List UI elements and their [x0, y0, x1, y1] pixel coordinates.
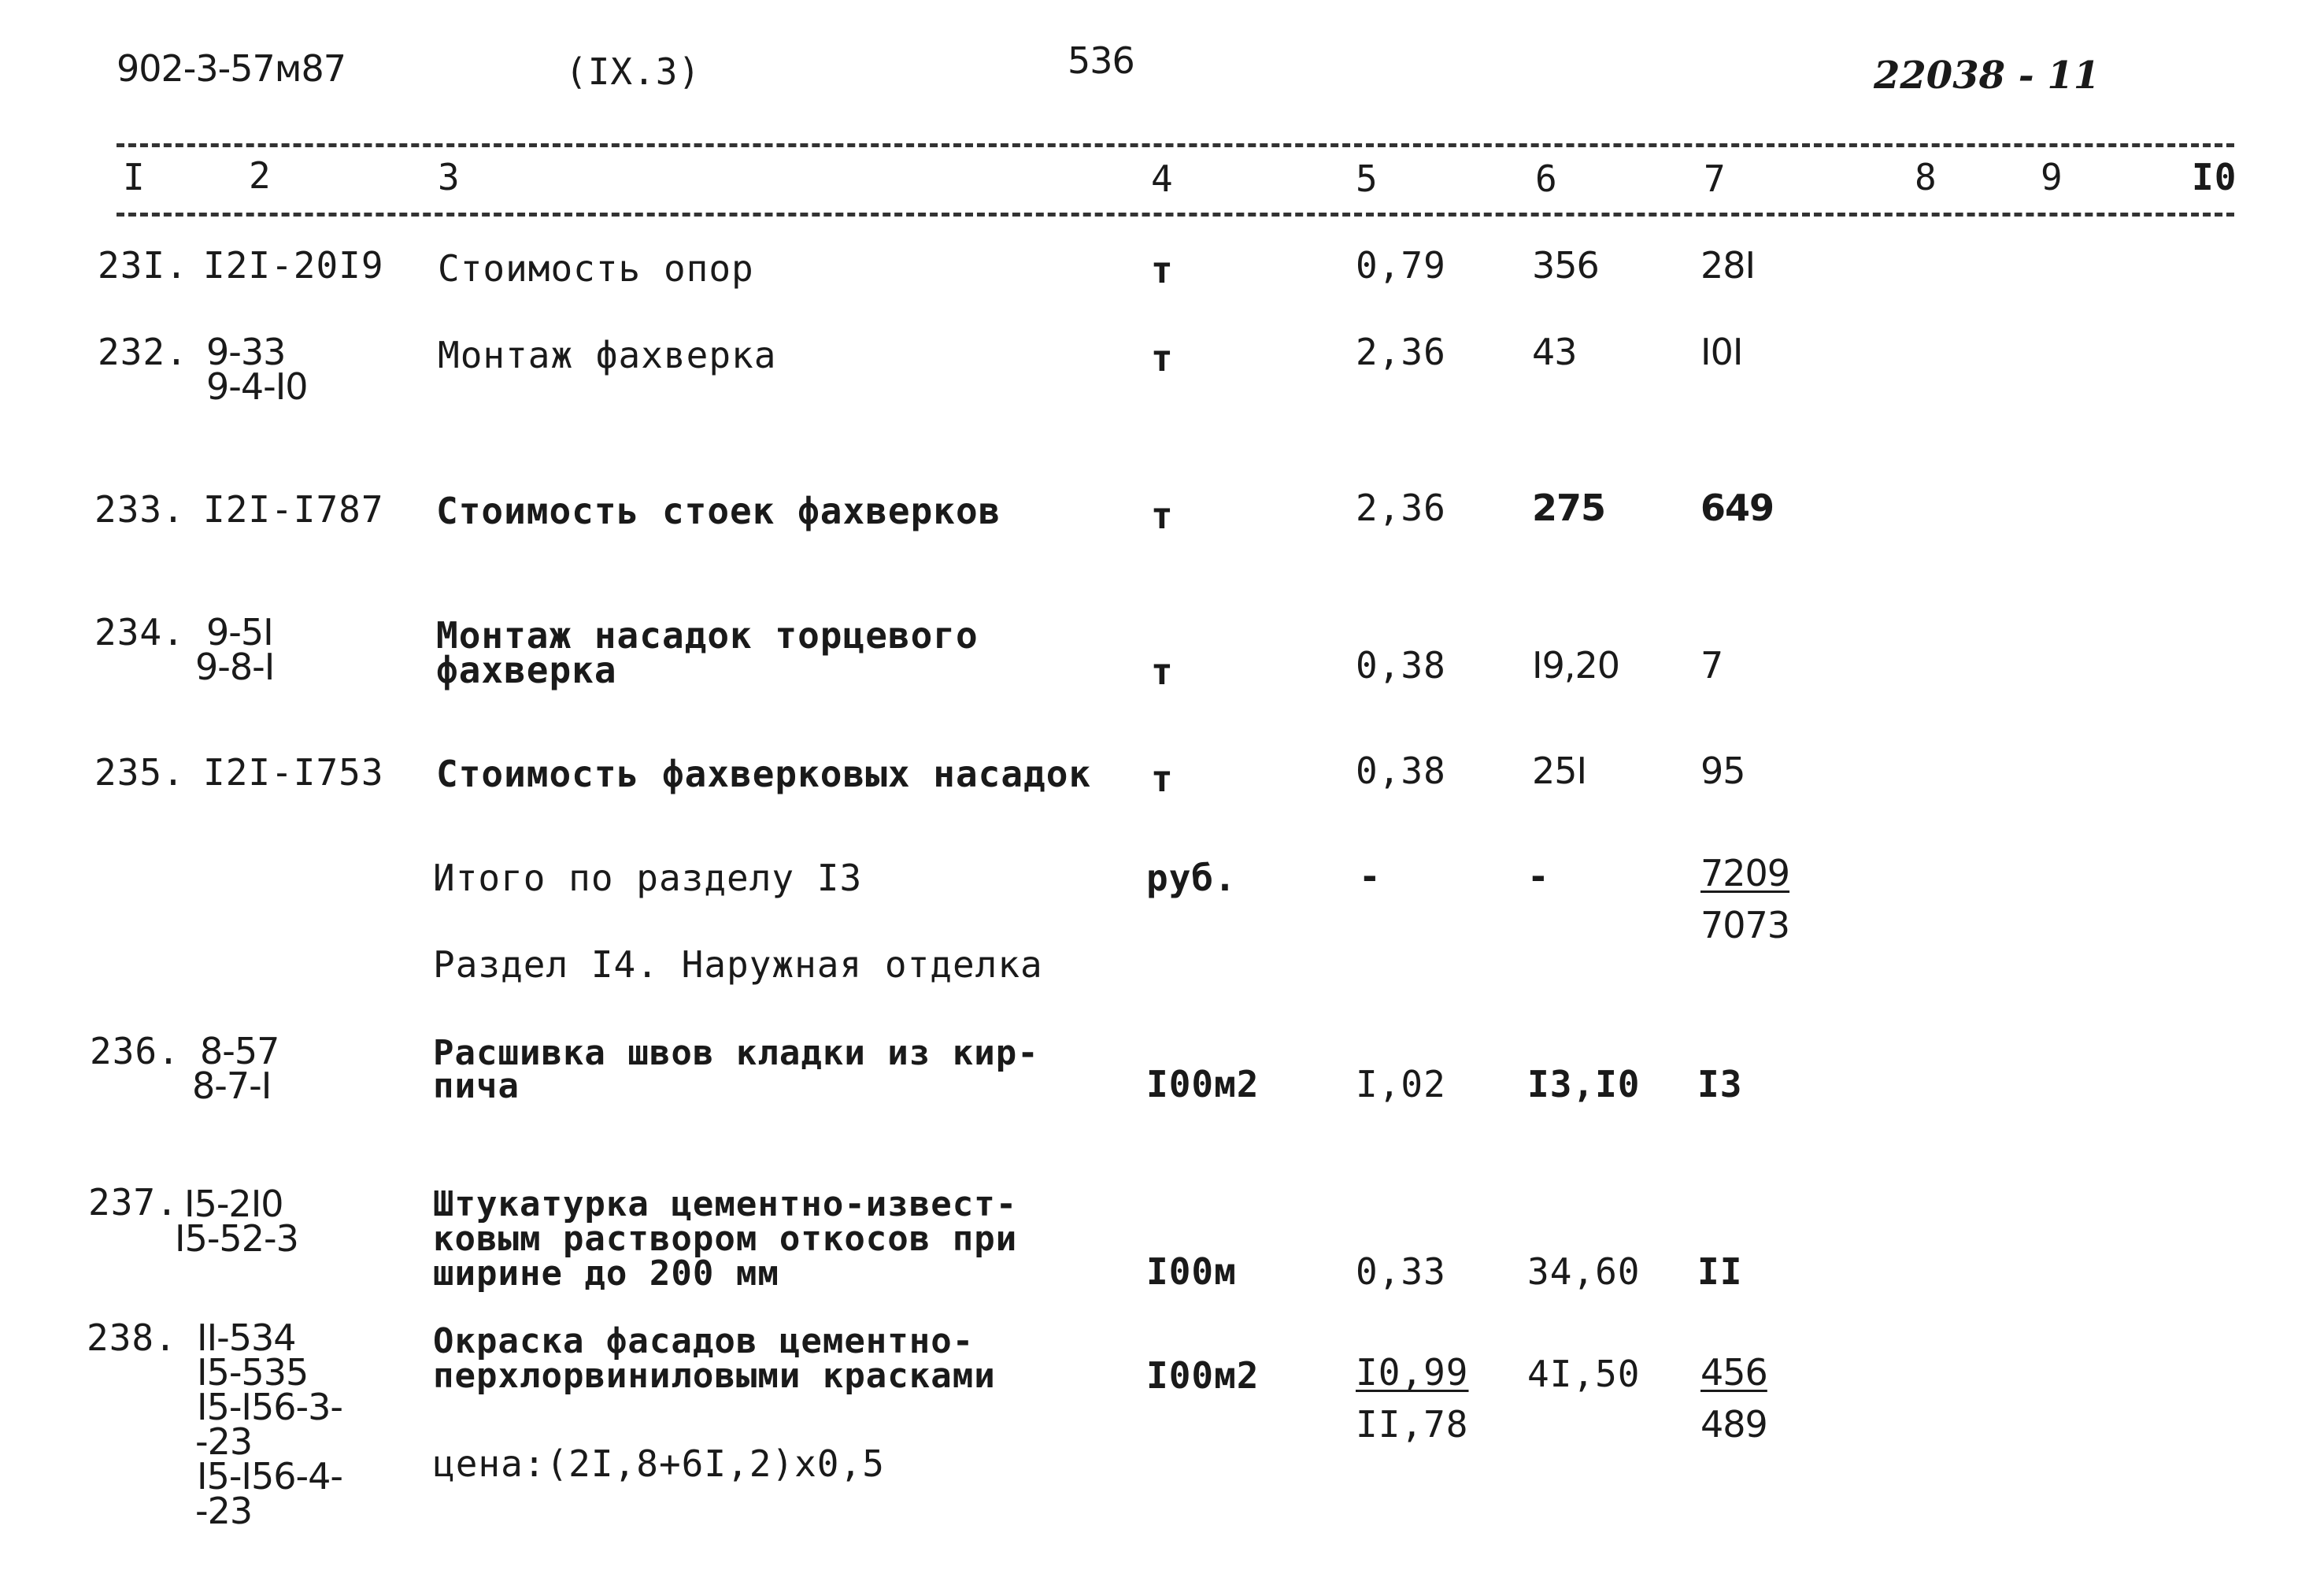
column-header-9: 9 — [2041, 156, 2063, 198]
row-code: I5-535 — [197, 1351, 309, 1394]
row-code: I2I-I787 — [203, 488, 384, 531]
row-code: 8-7-I — [192, 1064, 272, 1107]
row-description: фахверка — [436, 649, 617, 691]
row-total: II — [1697, 1250, 1743, 1293]
column-header-7: 7 — [1704, 157, 1726, 200]
row-number: 236. — [90, 1030, 180, 1072]
row-code: I2I-20I9 — [203, 244, 384, 287]
row-description: ширине до 200 мм — [433, 1253, 779, 1294]
row-unit: т — [1151, 757, 1174, 800]
row-quantity: 2,36 — [1356, 487, 1446, 529]
row-price: 25I — [1532, 750, 1587, 792]
row-code: I5-I56-4- — [197, 1455, 342, 1498]
section-total-price: - — [1527, 855, 1550, 898]
row-description: Монтаж насадок торцевого — [436, 614, 979, 657]
row-description: Стоимость опор — [438, 247, 754, 290]
row-unit: т — [1151, 650, 1174, 693]
section-total-amount-alt: 7073 — [1700, 904, 1790, 946]
row-unit: т — [1151, 494, 1174, 537]
row-unit: I00м2 — [1146, 1063, 1260, 1105]
row-code: II-534 — [197, 1316, 296, 1359]
row-description: Окраска фасадов цементно- — [433, 1321, 975, 1361]
row-quantity-alt: II,78 — [1356, 1403, 1469, 1446]
row-code: 9-33 — [206, 331, 286, 373]
row-code: I5-2I0 — [184, 1183, 283, 1225]
row-number: 238. — [87, 1316, 177, 1359]
row-quantity: I,02 — [1356, 1063, 1446, 1105]
price-formula-note: цена:(2I,8+6I,2)х0,5 — [433, 1442, 885, 1485]
document-code: 902-3-57м87 — [117, 47, 346, 90]
section-total-quantity: - — [1359, 855, 1382, 898]
row-code: -23 — [195, 1420, 253, 1463]
row-price: 43 — [1532, 331, 1577, 373]
row-total: 649 — [1700, 487, 1774, 529]
row-quantity: 2,36 — [1356, 331, 1446, 373]
row-quantity: I0,99 — [1356, 1351, 1469, 1394]
row-price: 356 — [1532, 244, 1599, 287]
row-code: 9-8-I — [195, 646, 275, 688]
row-description: Стоимость фахверковых насадок — [436, 753, 1092, 795]
column-header-5: 5 — [1356, 157, 1378, 200]
row-unit: т — [1151, 249, 1174, 291]
header-bottom-divider — [117, 213, 2234, 217]
row-code: 8-57 — [200, 1030, 279, 1072]
row-code: -23 — [195, 1490, 253, 1532]
row-description: Стоимость стоек фахверков — [436, 490, 1001, 532]
row-description: перхлорвиниловыми красками — [433, 1356, 996, 1396]
row-code: I2I-I753 — [203, 751, 384, 794]
row-quantity: 0,38 — [1356, 644, 1446, 687]
row-total-alt: 489 — [1700, 1403, 1767, 1446]
row-unit: I00м — [1146, 1250, 1237, 1293]
section-heading: Раздел I4. Наружная отделка — [433, 943, 1043, 986]
column-header-1: I — [123, 156, 146, 198]
section-total-unit: руб. — [1146, 857, 1237, 899]
row-code: 9-5I — [206, 611, 273, 654]
row-description: ковым раствором откосов при — [433, 1219, 1018, 1259]
page-number: 536 — [1068, 39, 1134, 82]
row-quantity: 0,33 — [1356, 1250, 1446, 1293]
column-header-8: 8 — [1915, 156, 1937, 198]
row-price: I9,20 — [1532, 644, 1619, 687]
row-unit: т — [1151, 337, 1174, 380]
section-code: (IX.3) — [565, 50, 701, 93]
column-header-10: I0 — [2192, 156, 2237, 198]
row-number: 235. — [94, 751, 185, 794]
column-header-3: 3 — [438, 156, 461, 198]
row-number: 232. — [98, 331, 188, 373]
row-quantity: 0,38 — [1356, 750, 1446, 792]
row-total: 456 — [1700, 1351, 1767, 1394]
row-price: 4I,50 — [1527, 1353, 1641, 1395]
handwritten-stamp: 22038 - 11 — [1874, 54, 2100, 98]
row-price: I3,I0 — [1527, 1063, 1641, 1105]
section-total-amount: 7209 — [1700, 852, 1790, 894]
row-quantity: 0,79 — [1356, 244, 1446, 287]
row-description: пича — [433, 1066, 520, 1106]
row-price: 34,60 — [1527, 1250, 1641, 1293]
header-top-divider — [117, 143, 2234, 147]
row-code: I5-I56-3- — [197, 1386, 342, 1428]
row-total: 95 — [1700, 750, 1745, 792]
column-header-4: 4 — [1151, 157, 1174, 200]
row-total: 7 — [1700, 644, 1723, 687]
row-total: I0I — [1700, 331, 1743, 373]
row-total: 28I — [1700, 244, 1756, 287]
row-number: 237. — [88, 1181, 179, 1224]
row-unit: I00м2 — [1146, 1354, 1260, 1397]
row-total: I3 — [1697, 1063, 1743, 1105]
column-header-6: 6 — [1535, 157, 1558, 200]
row-description: Монтаж фахверка — [438, 334, 777, 376]
row-description: Расшивка швов кладки из кир- — [433, 1033, 1039, 1073]
section-total-label: Итого по разделу I3 — [433, 857, 863, 899]
column-header-2: 2 — [249, 154, 272, 197]
row-code: I5-52-3 — [175, 1217, 298, 1260]
row-price: 275 — [1532, 487, 1606, 529]
row-number: 23I. — [98, 244, 188, 287]
row-number: 233. — [94, 488, 185, 531]
row-description: Штукатурка цементно-извест- — [433, 1184, 1018, 1224]
row-number: 234. — [94, 611, 185, 654]
row-code: 9-4-I0 — [206, 365, 308, 408]
